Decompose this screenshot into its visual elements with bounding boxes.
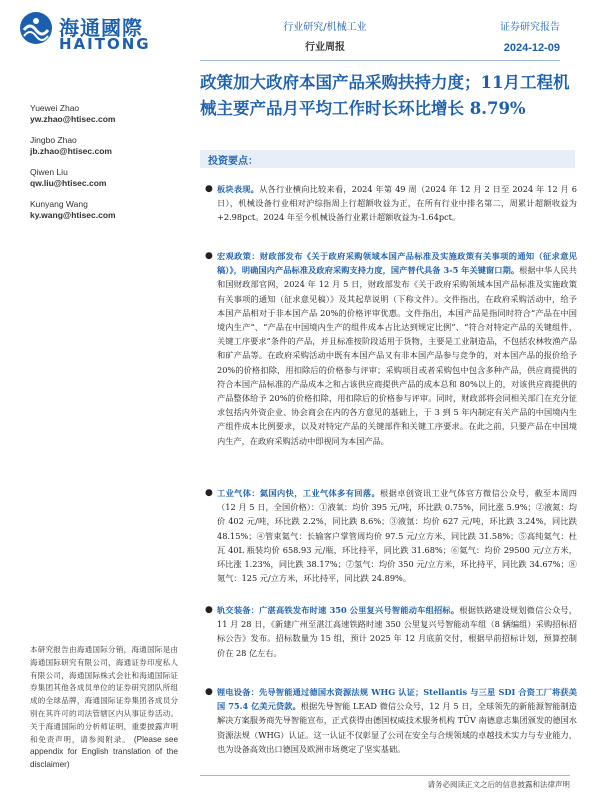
- disclaimer-cn: 本研究报告由海通国际分销，海通国际是由海通国际研究有限公司，海通证券印度私人有限公司，海通国际株式会社和海通国际证券集团其他各成员单位的证券研究团队所组成的全球品牌，海通国际证券集团各成员分别在其许可的司法管辖区内从事证券活动。关于海通国际的分析师证明，重要披露声明和免责声明，请参阅附录。: [30, 645, 178, 744]
- header-divider: [200, 60, 560, 61]
- bullet-dot-icon: ●: [205, 488, 213, 498]
- author-entry: [30, 135, 190, 157]
- author-email[interactable]: jb.zhao@htisec.com: [30, 146, 112, 156]
- author-email[interactable]: qw.liu@htisec.com: [30, 178, 107, 188]
- bullet-dot-icon: ●: [205, 687, 213, 697]
- author-email[interactable]: ky.wang@htisec.com: [30, 210, 116, 220]
- report-category: 行业研究/机械工业: [283, 22, 367, 33]
- bullet-sector-performance: [200, 182, 577, 225]
- bullet-body: 从各行业横向比较来看，2024 年第 49 周（2024 年 12 月 2 日至 2024 年 12 月 6 日），机械设备行业相对沪综指周上行超额收益为正，在所有行业中排名第二，周累计超额收益为+2.98pct。2024 年至今机械设备行业累计超额收益为-1.64pct。: [217, 184, 577, 223]
- author-entry: [30, 103, 190, 125]
- author-name: Jingbo Zhao: [30, 135, 77, 145]
- bullet-highlight: 工业气体：氦国内快，工业气体多有回落。: [217, 488, 381, 498]
- bullet-highlight: 板块表现。: [217, 184, 260, 194]
- bullet-body: 根据先导智能 LEAD 微信公众号，12 月 5 日，全球领先的新能源智能制造解决方案服务商先导智能宣布，正式获得由德国权威技术服务机构 TÜV 南德意志集团颁发的德国水资源法规（WHG）认证。这一认证不仅彰显了公司在安全与合规领域的卓越技术实力与专业能力，也为设备高效出口德国及欧洲市场奠定了坚实基础。: [217, 701, 577, 754]
- header-meta-block: [500, 18, 560, 58]
- footer-divider: [200, 775, 570, 776]
- logo-text-en: HAITONG: [59, 35, 151, 53]
- footer-notice: 请务必阅读正文之后的信息披露和法律声明: [427, 780, 570, 789]
- bullet-highlight: 宏观政策：财政部发布《关于政府采购领域本国产品标准及实施政策有关事项的通知（征求意见稿）》，明确国内产品标准及政府采购支持力度，国产替代具备 3-5 年关键窗口期。: [217, 251, 577, 276]
- bullet-body: 根据铁路建设规划微信公众号，11 月 28 日，《新建广州至湛江高速铁路时速 350 公里复兴号智能动车组（8 辆编组）采购招标招标公告》发布。招标数量为 15 组，预计 2025 年 12 月底前交付，根据早前招标计划，预算控制价在 28 亿左右。: [217, 605, 577, 658]
- author-email[interactable]: yw.zhao@htisec.com: [30, 114, 116, 124]
- bullet-highlight: 锂电设备：先导智能通过德国水资源法规 WHG 认证；Stellantis 与三星 SDI 合资工厂将获美国 75.4 亿美元贷款。: [217, 687, 577, 712]
- report-date: 2024-12-09: [503, 42, 560, 54]
- disclaimer-en: (Please see appendix for English translation of the disclaimer): [30, 734, 178, 770]
- bullet-rail-equipment: [200, 603, 577, 660]
- bullet-text: [217, 603, 577, 660]
- bullet-body: 根据卓创资讯工业气体官方微信公众号，截至本周四（12 月 5 日，全国价格）：①液氧：均价 395 元/吨，环比跌 0.75%，同比涨 5.9%；②液氮：均价 402 元/吨，环比跌 2.2%，同比跌 8.6%；③液氩：均价 627 元/吨，环比跌 3.24%，同比跌 48.15%；④管束氦气：长输客户掌管周均价 97.5 元/立方米，同比跌 31.58%；⑤高纯氦气：杜瓦 40L 瓶装均价 658.93 元/瓶，环比持平，同比跌 31.68%；⑥氦气：均价 29500 元/立方米，环比涨 1.23%，同比跌 38.17%；⑦氢气：均价 350 元/立方米，环比持平，同比跌 34.67%；⑧氪气：125 元/立方米，环比持平，同比跌 24.89%。: [217, 488, 577, 584]
- logo-text-cn: 海通國際: [59, 16, 143, 40]
- bullet-dot-icon: ●: [205, 605, 213, 615]
- author-name: Yuewei Zhao: [30, 103, 80, 113]
- bullet-body: 根据中华人民共和国财政部官网，2024 年 12 月 5 日，财政部发布《关于政府采购领域本国产品标准及实施政策有关事项的通知（征求意见稿）》及其起草说明（下称文件）。文件指出，在政府采购活动中，给予本国产品相对于非本国产品 20%的价格评审优惠。文件指出，本国产品是指同时符合“产品在中国境内生产”、“产品在中国境内生产的组件成本占比达到规定比例”、“符合对特定产品的关键组件、关键工序要求”条件的产品，并且标准按阶段适用于货物，主要是工业制造品，不包括农林牧渔产品和矿产品等。在政府采购活动中既有本国产品又有非本国产品参与竞争的，对本国产品的报价给予 20%的价格扣除，用扣除后的价格参与评审；采购项目或者采购包中包含多种产品，供应商提供的符合本国产品标准的产品成本之和占该供应商提供产品的成本总和 80%以上的，对该供应商提供的产品整体给予 20%的价格扣除，用扣除后的价格参与评审。同时，财政部将会同相关部门在充分征求包括内外资企业、协会商会在内的各方意见的基础上，于 3 到 5 年内制定有关产品的中国境内生产组件成本比例要求，以及对特定产品的关键部件和关键工序要求。在此之前，只要产品在中国境内生产，在政府采购活动中即视同为本国产品。: [217, 265, 577, 446]
- bullet-highlight: 轨交装备：广湛高铁发布时速 350 公里复兴号智能动车组招标。: [217, 605, 460, 615]
- author-name: Qiwen Liu: [30, 167, 68, 177]
- bullet-text: [217, 486, 577, 585]
- bullet-text: [217, 182, 577, 225]
- header-category-block: [270, 18, 380, 58]
- investment-points-label: 投资要点：: [208, 156, 258, 167]
- report-type: 行业周报: [305, 42, 345, 53]
- author-entry: [30, 199, 190, 221]
- haitong-logo: [18, 8, 168, 54]
- bullet-lithium-equipment: [200, 685, 577, 756]
- report-label: 证券研究报告: [500, 22, 560, 33]
- haitong-logo-icon: [18, 10, 54, 46]
- bullet-dot-icon: ●: [205, 184, 213, 194]
- bullet-text: [217, 685, 577, 756]
- bullet-dot-icon: ●: [205, 251, 213, 261]
- bullet-text: [217, 249, 577, 448]
- author-name: Kunyang Wang: [30, 199, 88, 209]
- disclaimer: [30, 644, 178, 772]
- author-entry: [30, 167, 190, 189]
- bullet-macro-policy: [200, 249, 577, 448]
- author-list: [30, 103, 190, 231]
- bullet-industrial-gas: [200, 486, 577, 585]
- investment-points-bar: [200, 150, 575, 168]
- report-title: 政策加大政府本国产品采购扶持力度；11月工程机械主要产品月平均工作时长环比增长 8.79%: [200, 73, 570, 118]
